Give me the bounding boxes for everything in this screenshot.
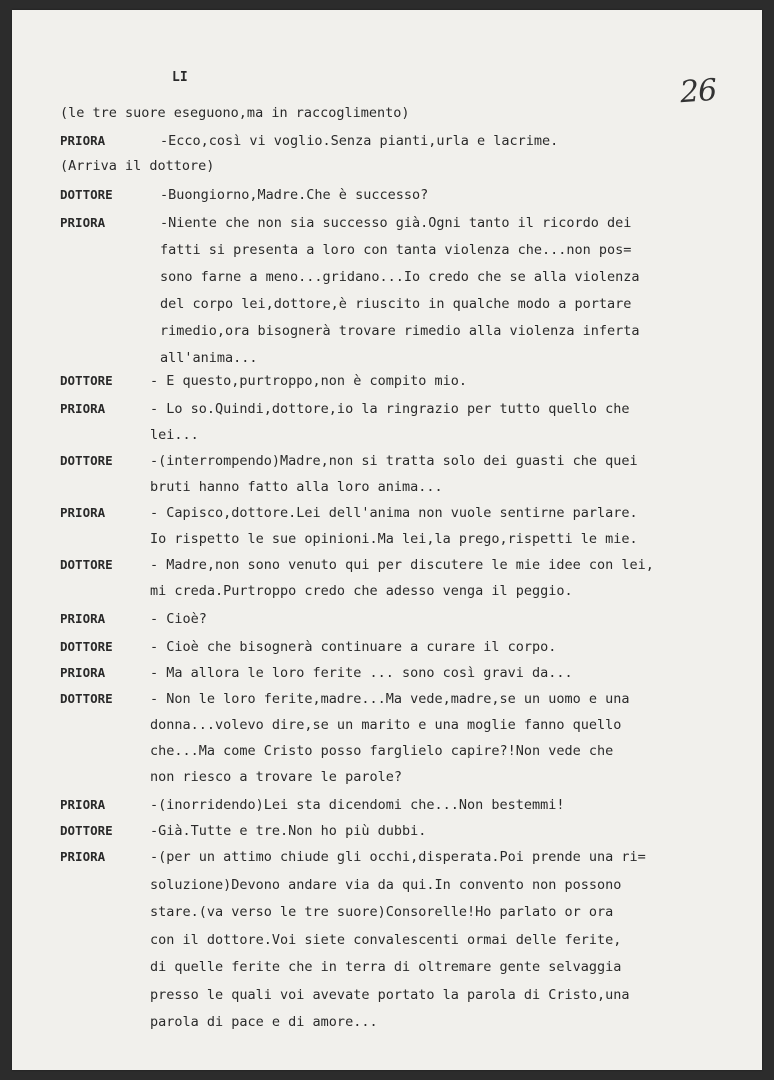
- dialogue-line: -Buongiorno,Madre.Che è successo?: [160, 187, 429, 203]
- dialogue-line: - Cioè?: [150, 611, 207, 627]
- dialogue-line: - E questo,purtroppo,non è compito mio.: [150, 373, 467, 389]
- stage-direction: (le tre suore eseguono,ma in raccoglimento): [60, 105, 410, 121]
- stage-direction: (Arriva il dottore): [60, 158, 215, 174]
- speaker-label: PRIORA: [60, 611, 106, 626]
- speaker-label: DOTTORE: [60, 453, 113, 468]
- dialogue-line: -Già.Tutte e tre.Non ho più dubbi.: [150, 823, 427, 839]
- speaker-label: PRIORA: [60, 505, 106, 520]
- handwritten-page-number: 26: [678, 72, 718, 111]
- speaker-label: DOTTORE: [60, 639, 113, 654]
- speaker-label: DOTTORE: [60, 691, 113, 706]
- section-heading: LI: [172, 70, 188, 85]
- dialogue-block: - Madre,non sono venuto qui per discutere le mie idee con lei, mi creda.Purtroppo credo che adesso venga il peggio.: [150, 557, 654, 599]
- dialogue-block: -(interrompendo)Madre,non si tratta solo dei guasti che quei bruti hanno fatto alla loro anima...: [150, 453, 638, 495]
- speaker-label: PRIORA: [60, 215, 106, 230]
- speaker-label: DOTTORE: [60, 557, 113, 572]
- dialogue-line: - Ma allora le loro ferite ... sono così gravi da...: [150, 665, 573, 681]
- speaker-label: PRIORA: [60, 401, 106, 416]
- speaker-label: DOTTORE: [60, 187, 113, 202]
- speaker-label: PRIORA: [60, 665, 106, 680]
- typewritten-page: [12, 10, 762, 1070]
- dialogue-line: -Ecco,così vi voglio.Senza pianti,urla e lacrime.: [160, 133, 559, 149]
- dialogue-line: -(inorridendo)Lei sta dicendomi che...Non bestemmi!: [150, 797, 565, 813]
- speaker-label: DOTTORE: [60, 373, 113, 388]
- speaker-label: PRIORA: [60, 849, 106, 864]
- speaker-label: PRIORA: [60, 133, 106, 148]
- dialogue-block: -(per un attimo chiude gli occhi,disperata.Poi prende una ri= soluzione)Devono andare via da qui.In convento non possono stare.(va verso le tre suore)Consorelle!Ho parlato or ora con il dottore.Voi siete convalescenti ormai delle ferite, di quelle ferite che in terra di oltremare gente selvaggia presso le quali voi avevate portato la parola di Cristo,una parola di pace e di amore...: [150, 849, 646, 1030]
- dialogue-line: - Cioè che bisognerà continuare a curare il corpo.: [150, 639, 557, 655]
- dialogue-block: - Capisco,dottore.Lei dell'anima non vuole sentirne parlare. Io rispetto le sue opinioni.Ma lei,la prego,rispetti le mie.: [150, 505, 638, 547]
- dialogue-block: -Niente che non sia successo già.Ogni tanto il ricordo dei fatti si presenta a loro con tanta violenza che...non pos= sono farne a meno...gridano...Io credo che se alla violenza del corpo lei,dottore,è riuscito in qualche modo a portare rimedio,ora bisognerà trovare rimedio alla violenza inferta all'anima...: [160, 215, 640, 366]
- dialogue-block: - Lo so.Quindi,dottore,io la ringrazio per tutto quello che lei...: [150, 401, 630, 443]
- dialogue-block: - Non le loro ferite,madre...Ma vede,madre,se un uomo e una donna...volevo dire,se un marito e una moglie fanno quello che...Ma come Cristo posso farglielo capire?!Non vede che non riesco a trovare le parole?: [150, 691, 630, 785]
- speaker-label: DOTTORE: [60, 823, 113, 838]
- speaker-label: PRIORA: [60, 797, 106, 812]
